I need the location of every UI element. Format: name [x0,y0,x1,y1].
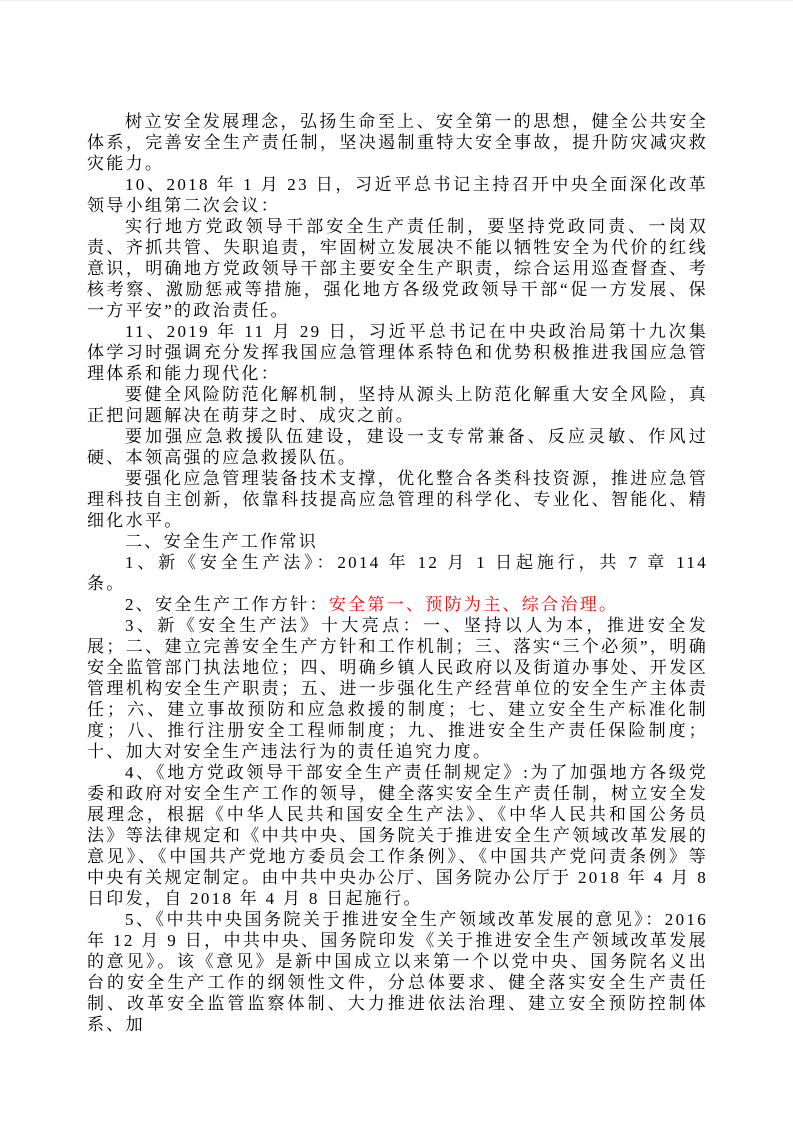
paragraph [87,552,708,594]
text-run: 实行地方党政领导干部安全生产责任制，要坚持党政同责、一岗双责、齐抓共管、失职追责，牢固树立发展决不能以牺牲安全为代价的红线意识，明确地方党政领导干部主要安全生产职责，综合运用巡查督查、考核考察、激励惩戒等措施，强化地方各级党政领导干部“促一方发展、保一方平安”的政治责任。 [87,217,708,320]
paragraph [87,174,708,216]
text-run: 要加强应急救援队伍建设，建设一支专常兼备、反应灵敏、作风过硬、本领高强的应急救援队伍。 [87,427,708,467]
text-run: 4、《地方党政领导干部安全生产责任制规定》:为了加强地方各级党委和政府对安全生产工作的领导，健全落实安全生产责任制，树立安全发展理念，根据《中华人民共和国安全生产法》、《中华人民共和国公务员法》等法律规定和《中共中央、国务院关于推进安全生产领域改革发展的意见》、《中国共产党地方委员会工作条例》、《中国共产党问责条例》等中央有关规定制定。由中共中央办公厅、国务院办公厅于 2018 年 4 月 8 日印发，自 2018 年 4 月 8 日起施行。 [87,763,708,908]
text-run: 要强化应急管理装备技术支撑，优化整合各类科技资源，推进应急管理科技自主创新，依靠科技提高应急管理的科学化、专业化、智能化、精细化水平。 [87,469,708,530]
paragraph [87,615,708,762]
text-run: 要健全风险防范化解机制，坚持从源头上防范化解重大安全风险，真正把问题解决在萌芽之时、成灾之前。 [87,385,708,425]
paragraph [87,384,708,426]
paragraph [87,762,708,909]
paragraph [87,468,708,531]
text-run: 3、新《安全生产法》十大亮点：一、坚持以人为本，推进安全发展；二、建立完善安全生产方针和工作机制；三、落实“三个必须”，明确安全监管部门执法地位；四、明确乡镇人民政府以及街道办事处、开发区管理机构安全生产职责；五、进一步强化生产经营单位的安全生产主体责任；六、建立事故预防和应急救援的制度；七、建立安全生产标准化制度；八、推行注册安全工程师制度；九、推进安全生产责任保险制度；十、加大对安全生产违法行为的责任追究力度。 [87,616,708,761]
text-run: 1、新《安全生产法》：2014 年 12 月 1 日起施行，共 7 章 114 条。 [87,553,708,593]
section-heading [87,531,708,552]
text-run: 5、《中共中央国务院关于推进安全生产领域改革发展的意见》：2016 年 12 月 9 日，中共中央、国务院印发《关于推进安全生产领域改革发展的意见》。该《意见》是新中国成立以来第一个以党中央、国务院名义出台的安全生产工作的纲领性文件，分总体要求、健全落实安全生产责任制、改革安全监管监察体制、大力推进依法治理、建立安全预防控制体系、加 [87,910,708,1034]
paragraph [87,216,708,321]
highlighted-text-run: 安全第一、预防为主、综合治理。 [328,595,619,614]
text-run: 2、安全生产工作方针： [125,595,329,614]
text-run: 10、2018 年 1 月 23 日，习近平总书记主持召开中央全面深化改革领导小组第二次会议： [87,175,708,215]
paragraph [87,909,708,1035]
text-run: 二、安全生产工作常识 [125,532,318,551]
paragraph [87,426,708,468]
paragraph [87,321,708,384]
document-body [87,111,708,1035]
paragraph [87,111,708,174]
paragraph [87,594,708,615]
text-run: 11、2019 年 11 月 29 日，习近平总书记在中央政治局第十九次集体学习时强调充分发挥我国应急管理体系特色和优势积极推进我国应急管理体系和能力现代化： [87,322,708,383]
text-run: 树立安全发展理念，弘扬生命至上、安全第一的思想，健全公共安全体系，完善安全生产责任制，坚决遏制重特大安全事故，提升防灾减灾救灾能力。 [87,112,708,173]
